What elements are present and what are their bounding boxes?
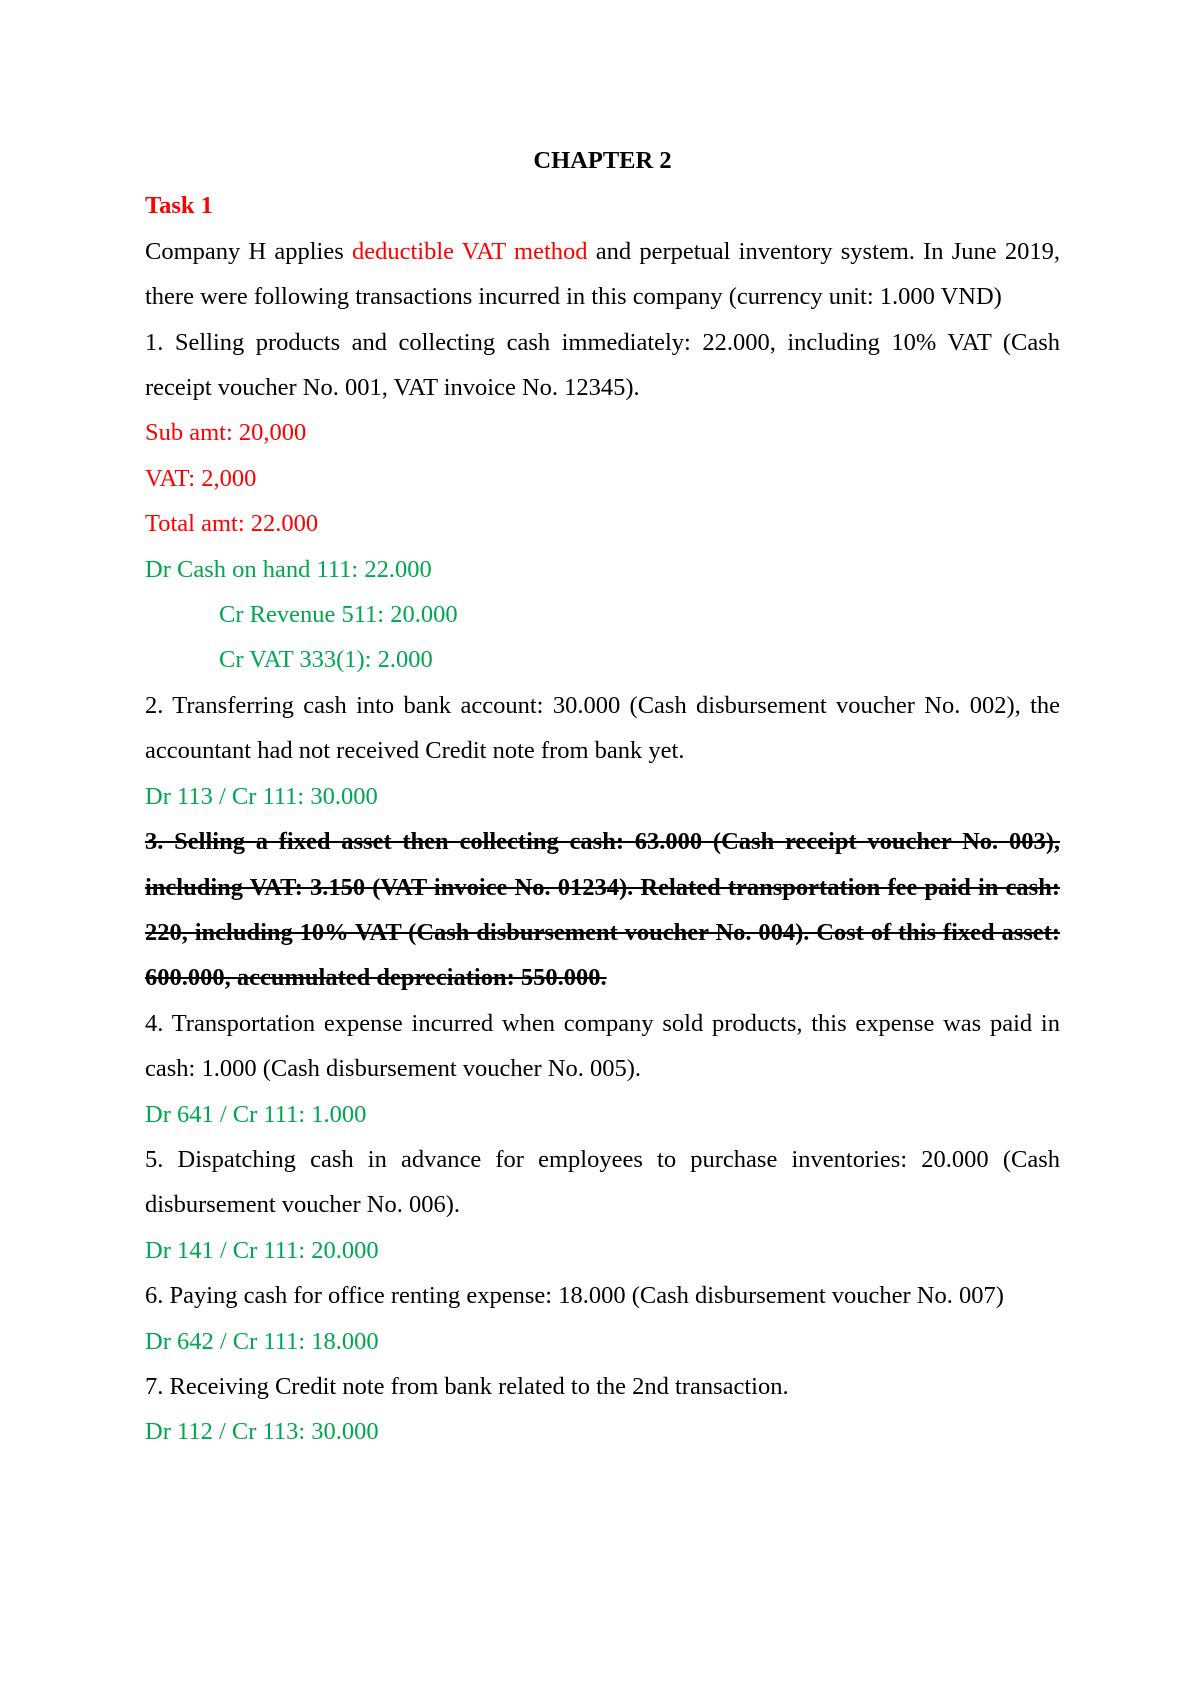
transaction-7: 7. Receiving Credit note from bank related to the 2nd transaction. <box>145 1372 789 1400</box>
transaction-4: 4. Transportation expense incurred when company sold products, this expense was paid in cash: 1.000 (Cash disbursement voucher No. 005). <box>145 1009 1060 1083</box>
journal-entry-debit: Dr Cash on hand 111: 22.000 <box>145 555 432 583</box>
journal-entry-2: Dr 113 / Cr 111: 30.000 <box>145 782 378 810</box>
transaction-2: 2. Transferring cash into bank account: 30.000 (Cash disbursement voucher No. 002), the accountant had not received Credit note from bank yet. <box>145 691 1060 765</box>
transaction-6: 6. Paying cash for office renting expense: 18.000 (Cash disbursement voucher No. 007) <box>145 1282 1004 1310</box>
transaction-3-struck: 3. Selling a fixed asset then collecting cash: 63.000 (Cash receipt voucher No. 003), including VAT: 3.150 (VAT invoice No. 01234). Related transportation fee paid in cash: 220, including 10% VAT (Cash disbursement voucher No. 004). Cost of this fixed asset: 600.000, accumulated depreciation: 550.000. <box>145 828 1060 992</box>
total-amount: Total amt: 22.000 <box>145 510 319 538</box>
intro-text-after: and perpetual inventory system. In June 2019, there were following transactions incurred in this company (currency unit: 1.000 VND) <box>145 237 1061 311</box>
intro-paragraph <box>145 229 1060 320</box>
intro-highlight: deductible VAT method <box>351 237 588 265</box>
vat-amount: VAT: 2,000 <box>145 464 257 492</box>
subtotal-amount: Sub amt: 20,000 <box>145 419 307 447</box>
task-heading: Task 1 <box>145 192 213 220</box>
journal-entry-5: Dr 141 / Cr 111: 20.000 <box>145 1236 379 1264</box>
journal-entry-7: Dr 112 / Cr 113: 30.000 <box>145 1418 379 1446</box>
journal-entry-4: Dr 641 / Cr 111: 1.000 <box>145 1100 367 1128</box>
journal-entry-credit-revenue: Cr Revenue 511: 20.000 <box>219 601 458 629</box>
journal-entry-6: Dr 642 / Cr 111: 18.000 <box>145 1327 379 1355</box>
intro-text-before: Company H applies <box>145 237 352 265</box>
transaction-5: 5. Dispatching cash in advance for employees to purchase inventories: 20.000 (Cash disbursement voucher No. 006). <box>145 1145 1060 1219</box>
journal-entry-credit-vat: Cr VAT 333(1): 2.000 <box>219 646 433 674</box>
chapter-title: CHAPTER 2 <box>533 147 672 174</box>
transaction-1: 1. Selling products and collecting cash immediately: 22.000, including 10% VAT (Cash receipt voucher No. 001, VAT invoice No. 12345). <box>145 328 1060 402</box>
